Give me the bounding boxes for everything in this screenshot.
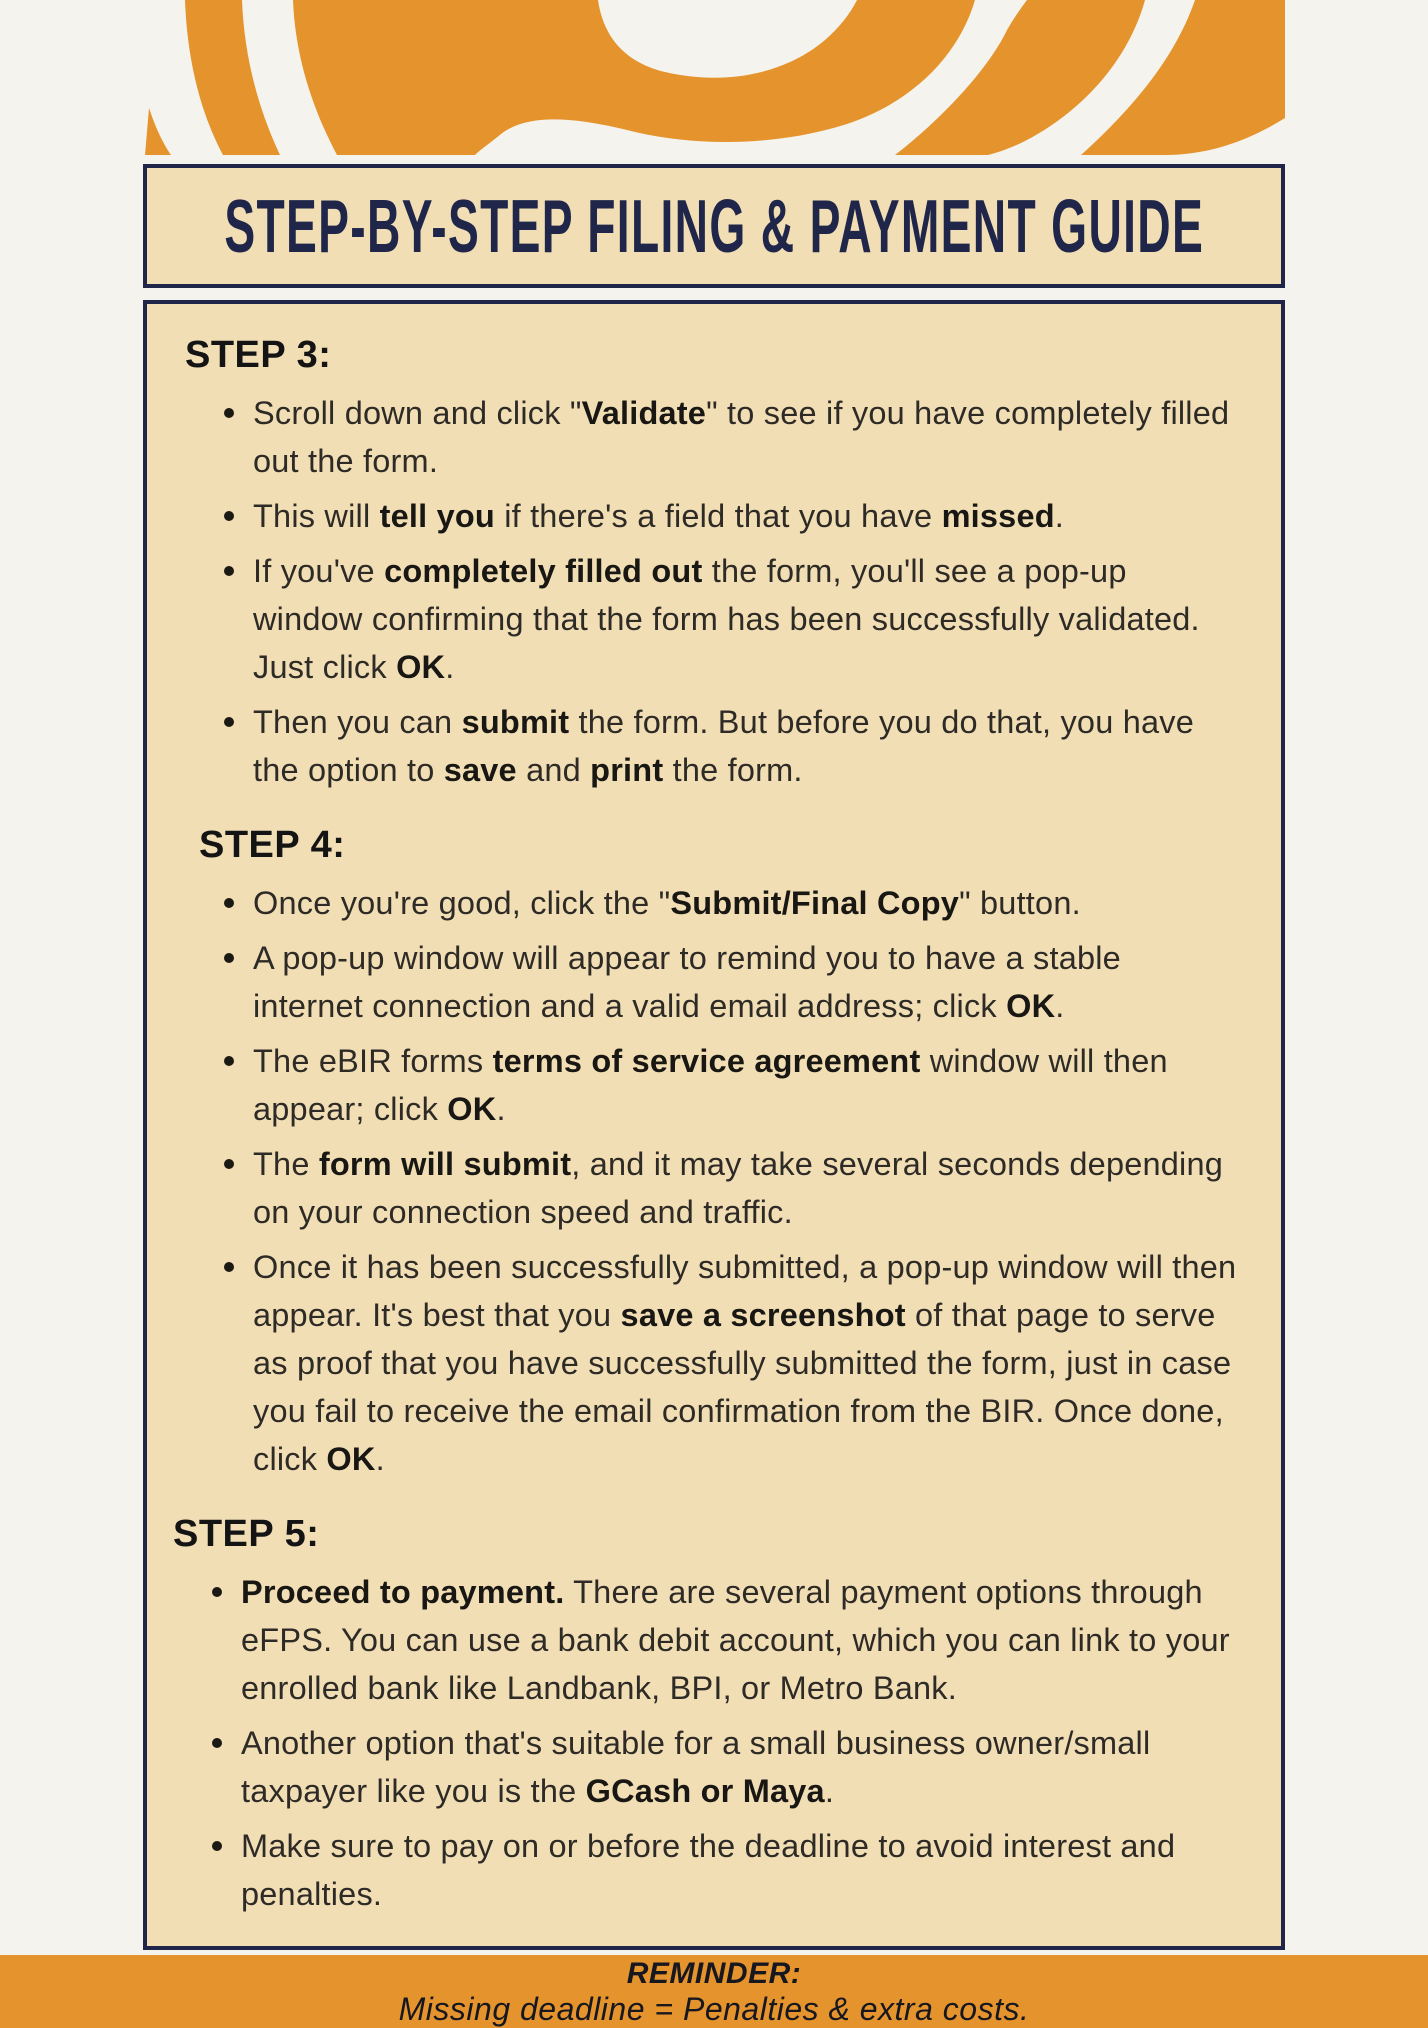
- list-item: [219, 1243, 1239, 1483]
- wave-shape-wedge: [145, 108, 171, 155]
- text: The eBIR forms: [253, 1043, 493, 1079]
- bold-text: OK: [326, 1441, 376, 1477]
- text: .: [824, 1773, 835, 1809]
- text: .: [496, 1091, 506, 1127]
- text: window will then appear; click: [253, 1043, 1168, 1127]
- bold-text: Validate: [581, 395, 707, 431]
- list-item: [207, 1719, 1239, 1815]
- text: Another option that's suitable for a small business owner/small taxpayer like you is the: [241, 1725, 1151, 1809]
- step-5-bullet-list: [207, 1568, 1239, 1918]
- bold-text: OK: [447, 1091, 497, 1127]
- list-item: [219, 1037, 1239, 1133]
- bold-text: form will submit: [318, 1146, 572, 1182]
- decorative-wave-band: [143, 0, 1285, 155]
- text: Make sure to pay on or before the deadline to avoid interest and penalties.: [241, 1828, 1176, 1912]
- step-4-heading: STEP 4:: [199, 824, 346, 866]
- bold-text: save a screenshot: [620, 1297, 906, 1333]
- bold-text: Submit/Final Copy: [670, 885, 960, 921]
- wave-shape-blob: [293, 0, 975, 155]
- text: .: [445, 649, 455, 685]
- wave-shape-stripe-left: [185, 0, 280, 155]
- text: There are several payment options through eFPS. You can use a bank debit account, which you can link to your enrolled bank like Landbank, BPI, or Metro Bank.: [241, 1574, 1230, 1706]
- bold-text: OK: [1006, 988, 1056, 1024]
- bold-text: terms of service agreement: [492, 1043, 921, 1079]
- step-3-heading: STEP 3:: [185, 334, 332, 376]
- list-item: [219, 934, 1239, 1030]
- wave-pattern: [143, 0, 1285, 155]
- bold-text: print: [590, 752, 664, 788]
- text: the form, you'll see a pop-up window confirming that the form has been successfully validated. Just click: [253, 553, 1200, 685]
- text: the form. But before you do that, you have the option to: [253, 704, 1194, 788]
- text: the form.: [663, 752, 803, 788]
- text: Once it has been successfully submitted, a pop-up window will then appear. It's best that you: [253, 1249, 1237, 1333]
- page-title: STEP-BY-STEP FILING & PAYMENT GUIDE: [224, 183, 1204, 269]
- list-item: [219, 698, 1239, 794]
- bold-text: Proceed to payment.: [241, 1574, 565, 1610]
- bold-text: save: [443, 752, 517, 788]
- list-item: [219, 389, 1239, 485]
- text: .: [1054, 498, 1065, 534]
- list-item: [219, 492, 1239, 540]
- text: of that page to serve as proof that you have successfully submitted the form, just in case you fail to receive the email confirmation from the BIR. Once done, click: [253, 1297, 1232, 1477]
- step-5-heading: STEP 5:: [173, 1513, 320, 1555]
- step-4-section: [167, 824, 1239, 1483]
- bold-text: tell you: [379, 498, 495, 534]
- step-3-section: [167, 334, 1239, 794]
- text: and: [516, 752, 591, 788]
- text: " to see if you have completely filled out the form.: [253, 395, 1230, 479]
- text: Once you're good, click the ": [253, 885, 671, 921]
- reminder-footer-bar: [0, 1955, 1428, 2028]
- text: " button.: [959, 885, 1081, 921]
- reminder-label: REMINDER:: [626, 1956, 802, 1990]
- text: If you've: [253, 553, 385, 589]
- text: Scroll down and click ": [253, 395, 582, 431]
- list-item: [219, 879, 1239, 927]
- bold-text: missed: [941, 498, 1055, 534]
- text: .: [1055, 988, 1065, 1024]
- list-item: [219, 1140, 1239, 1236]
- guide-content-box: [143, 300, 1285, 1950]
- bold-text: completely filled out: [384, 553, 703, 589]
- text: The: [253, 1146, 319, 1182]
- text: This will: [253, 498, 380, 534]
- text: A pop-up window will appear to remind you to have a stable internet connection and a valid email address; click: [253, 940, 1121, 1024]
- text: if there's a field that you have: [494, 498, 942, 534]
- bold-text: submit: [461, 704, 570, 740]
- list-item: [219, 547, 1239, 691]
- list-item: [207, 1568, 1239, 1712]
- step-3-bullet-list: [219, 389, 1239, 794]
- text: , and it may take several seconds depending on your connection speed and traffic.: [253, 1146, 1224, 1230]
- list-item: [207, 1822, 1239, 1918]
- bold-text: OK: [396, 649, 446, 685]
- text: Then you can: [253, 704, 462, 740]
- reminder-text: Missing deadline = Penalties & extra costs.: [398, 1990, 1030, 2027]
- title-box: [143, 164, 1285, 288]
- step-4-bullet-list: [219, 879, 1239, 1483]
- text: .: [375, 1441, 385, 1477]
- bold-text: GCash or Maya: [585, 1773, 825, 1809]
- step-5-section: [167, 1513, 1239, 1918]
